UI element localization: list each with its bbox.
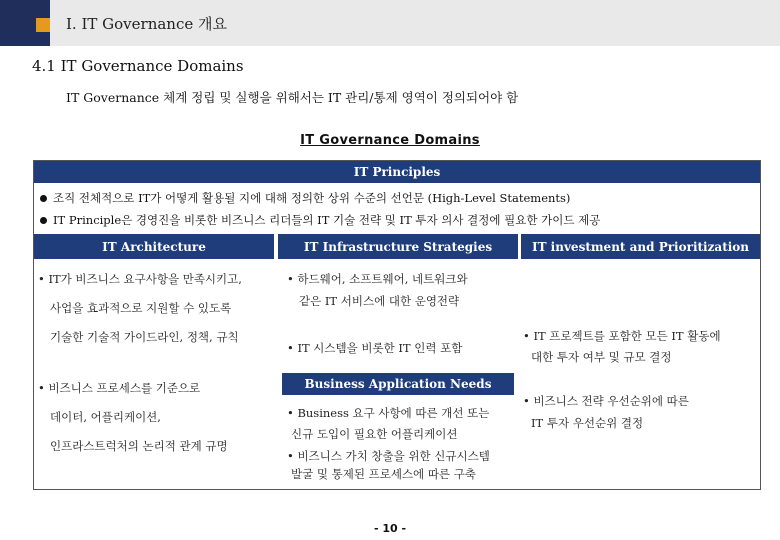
infrastructure-line: • 하드웨어, 소프트웨어, 네트워크와 <box>287 272 468 286</box>
infrastructure-line: 같은 IT 서비스에 대한 운영전략 <box>299 294 460 308</box>
business-app-line: 신규 도입이 필요한 어플리케이션 <box>291 427 458 441</box>
architecture-line: 기술한 기술적 가이드라인, 정책, 규칙 <box>50 330 239 344</box>
architecture-line: • 비즈니스 프로세스를 기준으로 <box>38 381 201 395</box>
bullet-dot-icon <box>40 195 47 202</box>
intro-text: IT Governance 체계 정립 및 실행을 위해서는 IT 관리/통제 영역이 정의되어야 함 <box>66 90 519 105</box>
header-orange-square <box>36 18 50 32</box>
principles-bullet-2 <box>40 212 600 228</box>
business-app-line: • 비즈니스 가치 창출을 위한 신규시스템 <box>287 449 490 463</box>
architecture-line: 사업을 효과적으로 지원할 수 있도록 <box>50 301 232 315</box>
header-title: Ⅰ. IT Governance 개요 <box>66 15 227 33</box>
architecture-line: • IT가 비즈니스 요구사항을 만족시키고, <box>38 272 242 286</box>
investment-line: IT 투자 우선순위 결정 <box>531 416 644 430</box>
investment-line: 대한 투자 여부 및 규모 결정 <box>531 350 672 364</box>
principles-bullet-1 <box>40 190 570 206</box>
investment-line: • 비즈니스 전략 우선순위에 따른 <box>523 394 689 408</box>
section-heading: 4.1 IT Governance Domains <box>32 57 244 75</box>
principles-bullet-text: IT Principle은 경영진을 비롯한 비즈니스 리더들의 IT 기술 전략 및 IT 투자 의사 결정에 필요한 가이드 제공 <box>53 213 601 227</box>
diagram-title: IT Governance Domains <box>300 133 480 148</box>
page-number: - 10 - <box>373 522 407 535</box>
infrastructure-line: • IT 시스템을 비롯한 IT 인력 포함 <box>287 341 463 355</box>
bullet-dot-icon <box>40 217 47 224</box>
business-app-line: 발굴 및 통제된 프로세스에 따른 구축 <box>291 467 476 481</box>
architecture-line: 인프라스트럭처의 논리적 관계 규명 <box>50 439 228 453</box>
investment-line: • IT 프로젝트를 포함한 모든 IT 활동에 <box>523 329 721 343</box>
it-infrastructure-header: IT Infrastructure Strategies <box>278 234 518 259</box>
it-architecture-header: IT Architecture <box>34 234 274 259</box>
it-principles-header: IT Principles <box>34 161 760 183</box>
it-investment-header: IT investment and Prioritization <box>521 234 760 259</box>
business-application-header: Business Application Needs <box>282 373 514 395</box>
business-app-line: • Business 요구 사항에 따른 개선 또는 <box>287 406 490 420</box>
principles-bullet-text: 조직 전체적으로 IT가 어떻게 활용될 지에 대해 정의한 상위 수준의 선언문 (High-Level Statements) <box>53 191 571 205</box>
architecture-line: 데이터, 어플리케이션, <box>50 410 161 424</box>
